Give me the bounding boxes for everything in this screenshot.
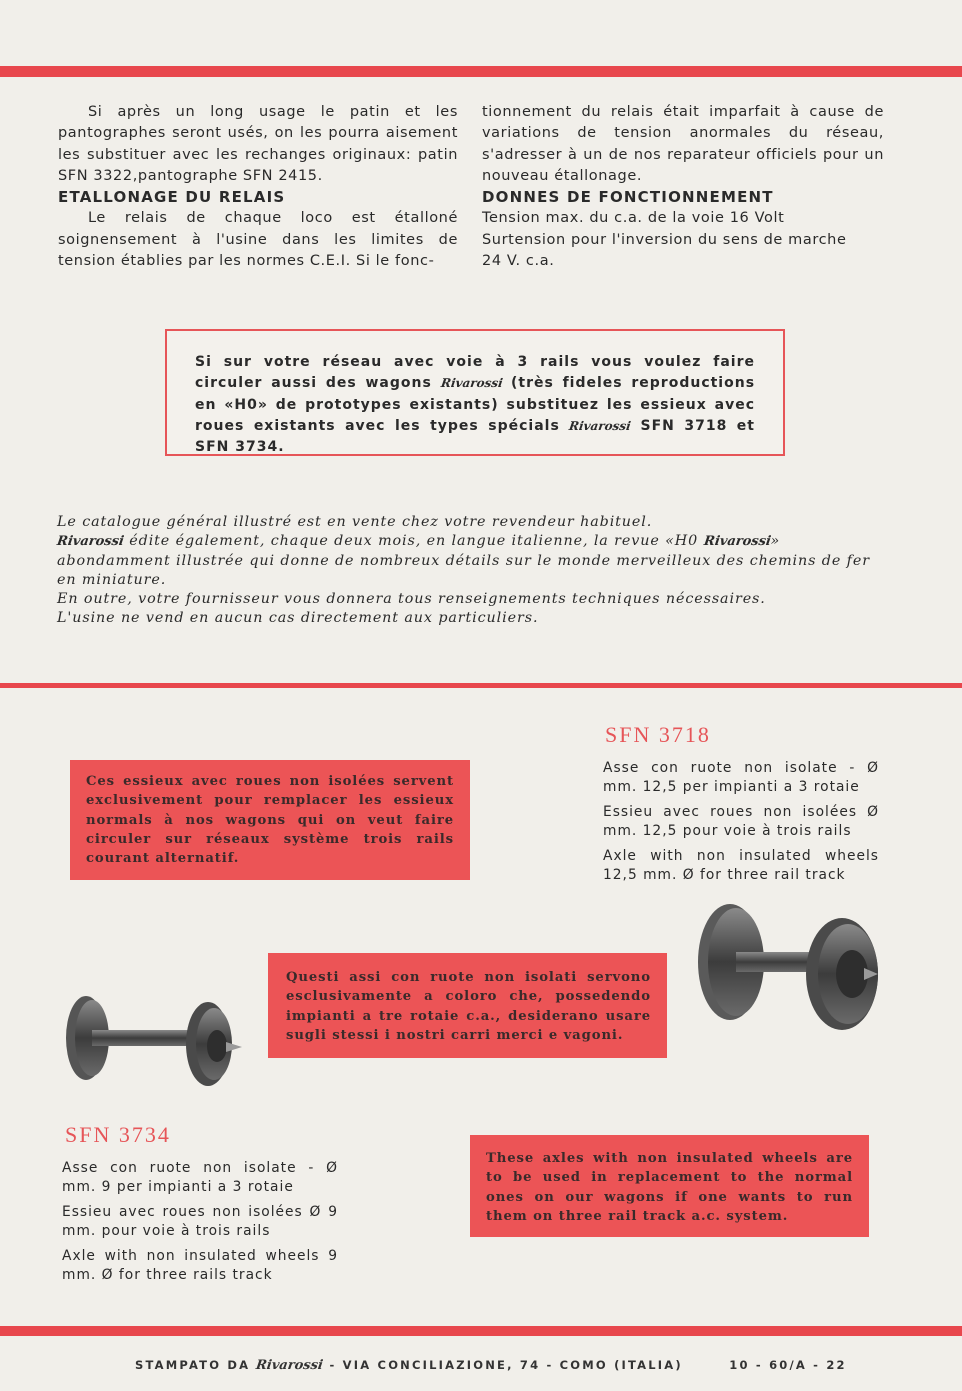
three-rail-notice-box <box>165 329 785 456</box>
catalogue-line-3: abondamment illustrée qui donne de nombreux détails sur le monde merveilleux des chemins de fer en miniature. <box>57 552 870 588</box>
operating-data-heading: DONNES DE FONCTIONNEMENT <box>482 188 774 207</box>
axle-wheelset-large-image <box>692 900 884 1036</box>
rivarossi-logo: Rivarossi <box>439 376 504 391</box>
top-right-column <box>482 102 884 272</box>
top-red-rule <box>0 66 962 77</box>
notice-text <box>195 352 755 458</box>
rivarossi-logo: Rivarossi <box>568 418 633 433</box>
spare-parts-paragraph: Si après un long usage le patin et les pantographes seront usés, on les pourra aisement les substituer avec les rechanges originaux: patin SFN 3322,pantographe SFN 2415. <box>58 104 458 184</box>
red-box-italian: Questi assi con ruote non isolati servono esclusivamente a coloro che, possedendo impianti a tre rotaie c.a., desiderano usare sugli stessi i nostri carri merci e vagoni. <box>268 953 667 1058</box>
notice-part-2: (très fideles reproductions en «H0» de prototypes existants) substituez les essieux avec roues existants avec les types spécials <box>195 375 756 434</box>
sfn-3734-english: Axle with non insulated wheels 9 mm. Ø for three rails track <box>62 1248 338 1283</box>
relay-calibration-paragraph: Le relais de chaque loco est étalloné soignensement à l'usine dans les limites de tension établies par les normes C.E.I. Si le fonc- <box>58 210 458 270</box>
operating-data-line-2: Surtension pour l'inversion du sens de marche <box>482 231 847 248</box>
top-left-column <box>58 102 458 272</box>
sfn-3734-french: Essieu avec roues non isolées Ø 9 mm. pour voie à trois rails <box>62 1204 338 1239</box>
sfn-3734-specs <box>62 1159 338 1291</box>
catalogue-line-2-end: » <box>770 533 781 550</box>
catalogue-line-1: Le catalogue général illustré est en vente chez votre revendeur habituel. <box>57 514 653 530</box>
red-box-english: These axles with non insulated wheels are to be used in replacement to the normal ones on our wagons if one wants to run them on three rail track a.c. system. <box>470 1135 869 1237</box>
sfn-3734-code: SFN 3734 <box>65 1122 171 1147</box>
sfn-3718-italian: Asse con ruote non isolate - Ø mm. 12,5 per impianti a 3 rotaie <box>603 760 879 795</box>
sfn-3734-italian: Asse con ruote non isolate - Ø mm. 9 per impianti a 3 rotaie <box>62 1160 338 1195</box>
operating-data-line-1: Tension max. du c.a. de la voie 16 Volt <box>482 210 785 227</box>
sfn-3718-english: Axle with non insulated wheels 12,5 mm. Ø for three rail track <box>603 848 879 883</box>
bottom-red-rule <box>0 1326 962 1336</box>
catalogue-paragraph <box>57 513 887 629</box>
sfn-3718-specs <box>603 759 879 891</box>
footer-printed-by: STAMPATO DA <box>135 1358 251 1372</box>
middle-red-rule <box>0 683 962 688</box>
rivarossi-logo: Rivarossi <box>702 534 772 550</box>
relay-calibration-heading: ETALLONAGE DU RELAIS <box>58 188 286 207</box>
red-box-french: Ces essieux avec roues non isolées servent exclusivement pour remplacer les essieux normals à nos wagons qui on veut faire circuler sur réseaux système trois rails courant alternatif. <box>70 760 470 880</box>
notice-part-3: SFN 3718 et SFN 3734. <box>195 417 755 456</box>
notice-part-1: Si sur votre réseau avec voie à 3 rails vous voulez faire circuler aussi des wagons <box>195 354 755 392</box>
catalogue-line-2-text: édite également, chaque deux mois, en langue italienne, la revue «H0 <box>129 533 699 550</box>
catalogue-line-2 <box>57 532 887 551</box>
relay-continuation-paragraph: tionnement du relais était imparfait à cause de variations de tension anormales du réseau, s'adresser à un de nos reparateur officiels pour un nouveau étallonage. <box>482 104 884 184</box>
sfn-3718-french: Essieu avec roues non isolées Ø mm. 12,5 pour voie à trois rails <box>603 804 879 839</box>
catalogue-line-4: En outre, votre fournisseur vous donnera tous renseignements techniques nécessaires. <box>57 591 766 608</box>
sfn-3718-code: SFN 3718 <box>605 722 711 747</box>
footer-reference: 10 - 60/A - 22 <box>729 1358 847 1372</box>
rivarossi-logo: Rivarossi <box>255 1358 325 1373</box>
catalogue-line-5: L'usine ne vend en aucun cas directement aux particuliers. <box>57 610 539 627</box>
operating-data-line-3: 24 V. c.a. <box>482 253 555 270</box>
axle-wheelset-small-image <box>62 992 244 1092</box>
footer-address: - VIA CONCILIAZIONE, 74 - COMO (ITALIA) <box>329 1358 683 1372</box>
footer-imprint <box>135 1358 847 1373</box>
rivarossi-logo: Rivarossi <box>55 534 125 550</box>
